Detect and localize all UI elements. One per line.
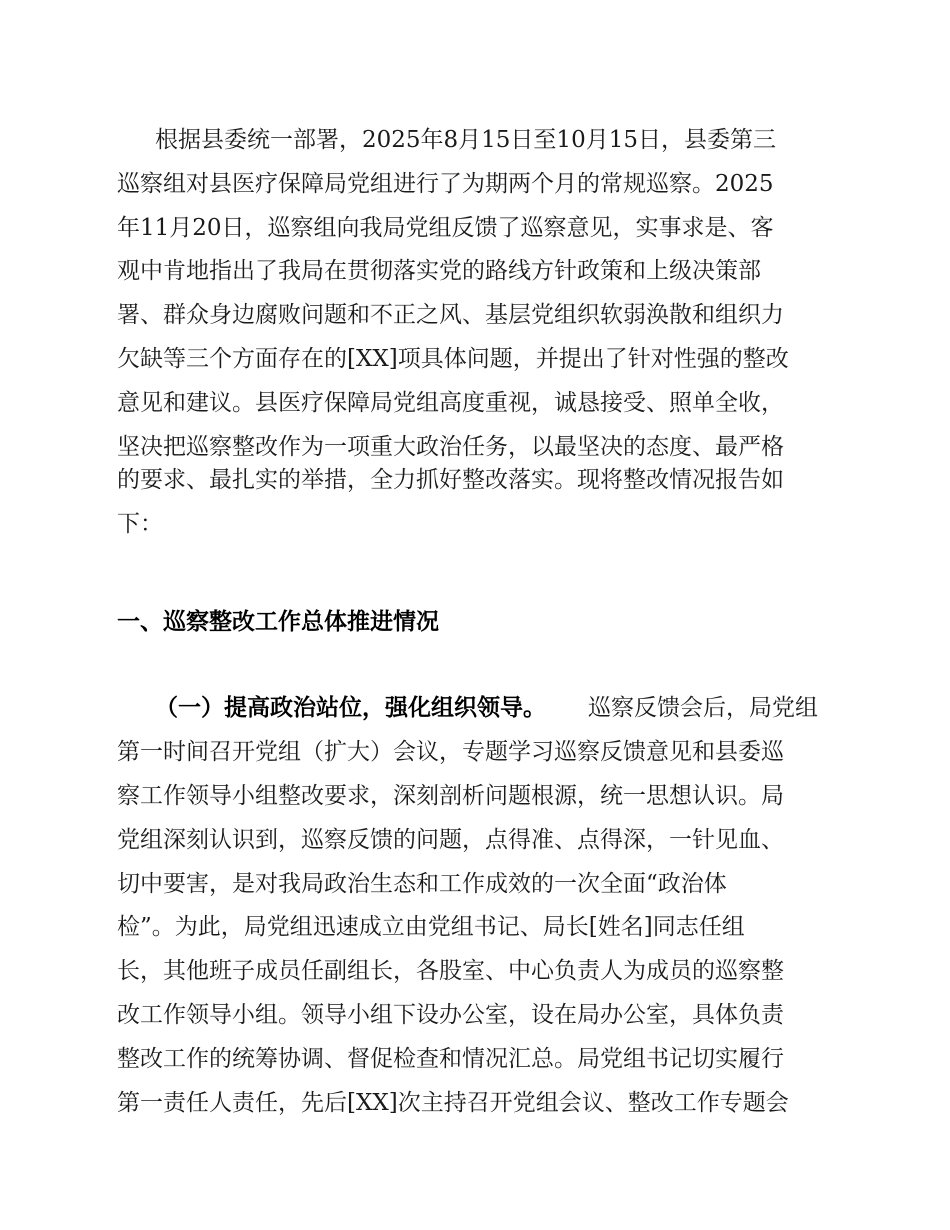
paragraph-line: 署、群众身边腐败问题和不正之风、基层党组织软弱涣散和组织力	[117, 302, 784, 328]
paragraph-line: 整改工作的统筹协调、督促检查和情况汇总。局党组书记切实履行	[117, 1046, 784, 1072]
section-heading: 一、巡察整改工作总体推进情况	[117, 609, 439, 635]
paragraph-line: 第一时间召开党组（扩大）会议，专题学习巡察反馈意见和县委巡	[117, 739, 784, 765]
paragraph-line: 年11月20日，巡察组向我局党组反馈了巡察意见，实事求是、客	[117, 215, 774, 241]
paragraph-line: 第一责任人责任，先后[XX]次主持召开党组会议、整改工作专题会	[117, 1090, 789, 1116]
paragraph-line: 长，其他班子成员任副组长，各股室、中心负责人为成员的巡察整	[117, 958, 784, 984]
paragraph-line: （一）提高政治站位，强化组织领导。 巡察反馈会后，局党组	[0, 690, 950, 726]
subsection-lead: （一）提高政治站位，强化组织领导。	[155, 695, 546, 721]
paragraph-line: 改工作领导小组。领导小组下设办公室，设在局办公室，具体负责	[117, 1002, 784, 1028]
paragraph-line: 切中要害，是对我局政治生态和工作成效的一次全面“政治体	[117, 871, 727, 897]
paragraph-line: 坚决把巡察整改作为一项重大政治任务，以最坚决的态度、最严格	[117, 434, 784, 460]
paragraph-line: 欠缺等三个方面存在的[XX]项具体问题，并提出了针对性强的整改	[117, 346, 789, 372]
paragraph-line: 观中肯地指出了我局在贯彻落实党的路线方针政策和上级决策部	[117, 258, 761, 284]
paragraph-line: 检”。为此，局党组迅速成立由党组书记、局长[姓名]同志任组	[117, 914, 745, 940]
paragraph-line: 下：	[117, 511, 163, 537]
paragraph-line: 的要求、最扎实的举措，全力抓好整改落实。现将整改情况报告如	[117, 467, 784, 493]
paragraph-line: 察工作领导小组整改要求，深刻剖析问题根源，统一思想认识。局	[117, 783, 784, 809]
paragraph-line: 意见和建议。县医疗保障局党组高度重视，诚恳接受、照单全收，	[117, 390, 784, 416]
paragraph-line: 党组深刻认识到，巡察反馈的问题，点得准、点得深，一针见血、	[117, 827, 784, 853]
paragraph-line: 巡察组对县医疗保障局党组进行了为期两个月的常规巡察。2025	[117, 171, 774, 197]
paragraph-line: 根据县委统一部署，2025年8月15日至10月15日，县委第三	[155, 127, 776, 153]
